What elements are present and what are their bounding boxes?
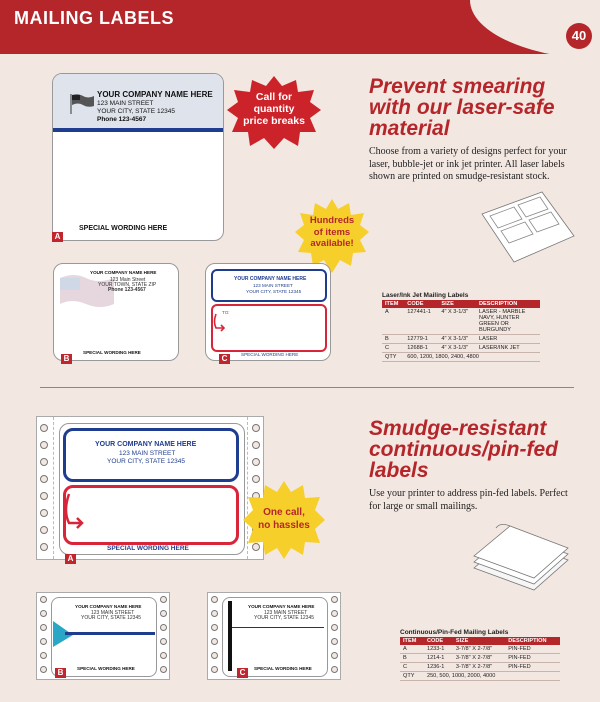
pinfed-b-city: YOUR CITY, STATE 12345 (81, 615, 142, 621)
label-a-company: YOUR COMPANY NAME HERE (97, 90, 213, 99)
pin-hole (211, 610, 218, 617)
label-a-street: 123 MAIN STREET (97, 100, 154, 107)
table1 (382, 300, 540, 362)
table-row: A 1233-1 3-7/8" X 2-7/8" PIN-FED (400, 645, 560, 654)
tag-a2: A (65, 554, 76, 564)
section1-body: Choose from a variety of designs perfect for your laser, bubble-jet or ink jet printer. All laser labels shown are printed on smudge-resistant stock. (369, 146, 567, 182)
pin-hole (252, 424, 260, 432)
table-qty-row: QTY 600, 1200, 1800, 2400, 4800 (382, 353, 540, 362)
label-sheet-illustration (476, 190, 576, 268)
label-c-street: 123 MAIN STREET (253, 283, 293, 288)
pin-hole (331, 638, 338, 645)
page-title: MAILING LABELS (14, 8, 174, 28)
pin-hole (331, 652, 338, 659)
pin-hole (160, 652, 167, 659)
pin-hole (40, 424, 48, 432)
table1-header: ITEM (382, 300, 404, 308)
table2-header: SIZE (453, 637, 505, 645)
pin-hole (331, 610, 338, 617)
burst3-text: One call, no hassles (258, 507, 310, 531)
label-c-special: SPECIAL WORDING HERE (241, 352, 299, 357)
pin-hole (40, 526, 48, 534)
label-b-special: SPECIAL WORDING HERE (83, 350, 141, 355)
laser-label-c (205, 263, 331, 361)
arrow-icon (212, 312, 226, 334)
pin-hole (211, 624, 218, 631)
pin-hole (40, 441, 48, 449)
label-b-street: 123 Main Street (110, 277, 146, 283)
laser-label-b (53, 263, 179, 361)
table-row: B 1214-1 3-7/8" X 2-7/8" PIN-FED (400, 654, 560, 663)
pinfed-c-face (222, 597, 328, 677)
tag-c: C (219, 354, 230, 364)
table2-title: Continuous/Pin-Fed Mailing Labels (400, 629, 509, 636)
pin-hole (40, 543, 48, 551)
pinfed-b-company: YOUR COMPANY NAME HERE (75, 604, 142, 609)
table2-header: DESCRIPTION (505, 637, 560, 645)
table2 (400, 637, 560, 681)
flag-watermark-icon (56, 270, 116, 316)
label-a-phone: Phone 123-4567 (97, 116, 147, 123)
table2-header: CODE (424, 637, 453, 645)
tag-b: B (61, 354, 72, 364)
pin-hole (211, 596, 218, 603)
pinfed-b-street: 123 MAIN STREET (91, 610, 135, 616)
pin-hole (40, 475, 48, 483)
pin-hole (40, 492, 48, 500)
pin-hole (40, 596, 47, 603)
pin-hole (252, 441, 260, 449)
section2-body: Use your printer to address pin-fed labels. Perfect for large or small mailings. (369, 488, 568, 512)
label-a-navy-stripe (53, 128, 224, 132)
pinfed-c-divider (232, 627, 324, 628)
pin-hole (40, 652, 47, 659)
table1-header: SIZE (438, 300, 476, 308)
label-a-special: SPECIAL WORDING HERE (79, 225, 168, 232)
pin-hole (40, 610, 47, 617)
pinfed-b-special: SPECIAL WORDING HERE (77, 666, 135, 671)
table1-title: Laser/Ink Jet Mailing Labels (382, 292, 469, 299)
laser-label-a (52, 73, 224, 241)
burst2-text: Hundreds of items available! (309, 215, 355, 249)
pin-hole (331, 596, 338, 603)
pinfed-label-c (207, 592, 341, 680)
table2-header: ITEM (400, 637, 424, 645)
pin-hole (160, 610, 167, 617)
table1-header: DESCRIPTION (476, 300, 540, 308)
table-row: C 12688-1 4" X 3-1/3" LASER/INK JET (382, 344, 540, 353)
table-row: C 1236-1 3-7/8" X 2-7/8" PIN-FED (400, 663, 560, 672)
pin-holes-a (40, 424, 260, 554)
pin-hole (211, 652, 218, 659)
pinfed-label-b (36, 592, 170, 680)
pinfed-a-city: YOUR CITY, STATE 12345 (107, 458, 186, 465)
table1-header: CODE (404, 300, 438, 308)
pin-hole (331, 624, 338, 631)
tag-a: A (52, 232, 63, 242)
page-number-badge: 40 (566, 23, 592, 49)
pinfed-a-special: SPECIAL WORDING HERE (107, 545, 189, 552)
pin-hole (40, 509, 48, 517)
pin-hole (160, 666, 167, 673)
pinfed-c-black-bar (228, 601, 232, 671)
tag-b2: B (55, 668, 66, 678)
label-b-city: YOUR TOWN, STATE ZIP (98, 282, 157, 288)
label-c-company: YOUR COMPANY NAME HERE (234, 276, 307, 282)
table-row: A 127441-1 4" X 3-1/3" LASER - MARBLE NAVY, HUNTER GREEN OR BURGUNDY (382, 308, 540, 335)
label-b-phone: Phone 123-4567 (108, 287, 146, 293)
pinfed-a-company: YOUR COMPANY NAME HERE (95, 441, 197, 448)
pin-hole (211, 666, 218, 673)
pinfed-c-special: SPECIAL WORDING HERE (254, 666, 312, 671)
label-c-to: TO: (222, 310, 230, 315)
table-qty-row: QTY 250, 500, 1000, 2000, 4000 (400, 672, 560, 681)
pin-hole (40, 624, 47, 631)
pinfed-a-street: 123 MAIN STREET (119, 450, 176, 457)
label-a-city: YOUR CITY, STATE 12345 (97, 108, 176, 115)
burst1-text: Call for quantity price breaks (243, 91, 305, 127)
pin-hole (211, 638, 218, 645)
pin-hole (252, 458, 260, 466)
section1-heading: Prevent smearing with our laser-safe material (369, 75, 555, 140)
flag-icon (69, 92, 95, 114)
continuous-forms-illustration (470, 520, 570, 592)
pin-hole (40, 666, 47, 673)
section-divider (40, 387, 574, 388)
table-row: B 12779-1 4" X 3-1/3" LASER (382, 335, 540, 344)
teal-accent-shape (51, 619, 155, 649)
label-b-company: YOUR COMPANY NAME HERE (90, 270, 157, 275)
pin-hole (40, 458, 48, 466)
pinfed-c-company: YOUR COMPANY NAME HERE (248, 604, 315, 609)
pin-hole (40, 638, 47, 645)
pinfed-c-city: YOUR CITY, STATE 12345 (254, 615, 315, 621)
label-c-city: YOUR CITY, STATE 12345 (246, 289, 302, 294)
pinfed-c-street: 123 MAIN STREET (264, 610, 308, 616)
tag-c2: C (237, 668, 248, 678)
section2-heading: Smudge-resistant continuous/pin-fed labels (369, 417, 558, 482)
pin-hole (160, 596, 167, 603)
pin-hole (160, 638, 167, 645)
pin-hole (160, 624, 167, 631)
pin-hole (331, 666, 338, 673)
